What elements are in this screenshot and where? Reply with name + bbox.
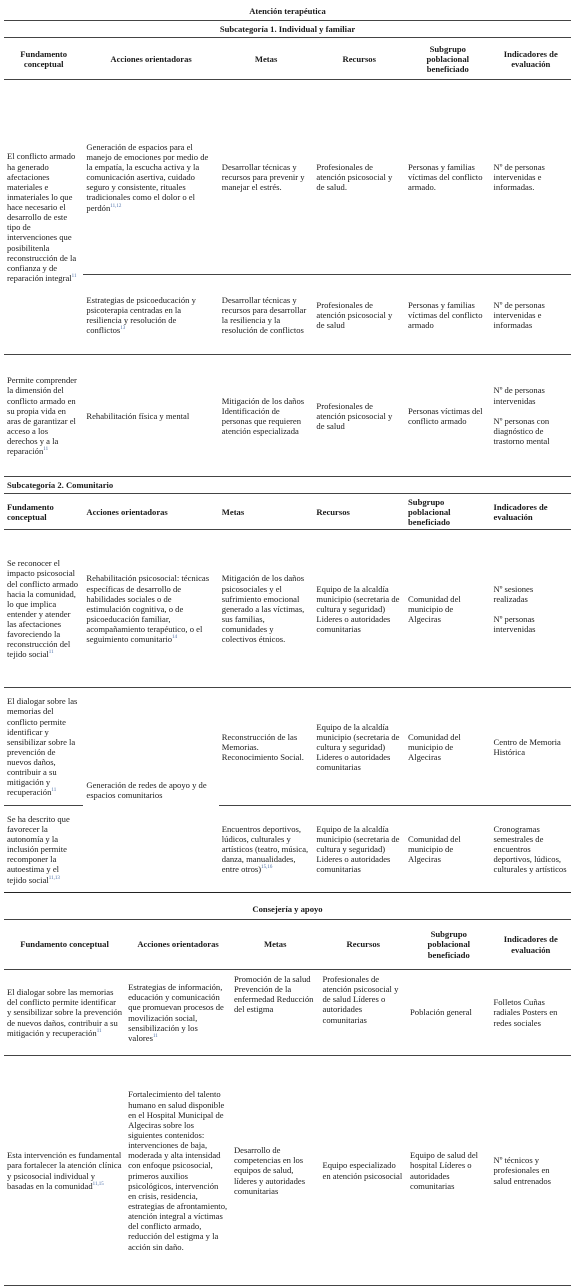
header-cell: Metas [219,494,314,530]
citation: 11,12 [110,203,122,209]
document-page [4,3,571,1286]
cell-indicador: Folletos Cuñas radiales Posters en redes sociales [490,970,571,1056]
cell-text: Encuentros deportivos, lúdicos, culturales y artísticos (teatro, música, danza, manualidades, entre otros) [221,823,309,875]
header-cell: Indicadores de evaluación [503,934,558,955]
cell-recurso: Profesionales de atención psicosocial y de salud Líderes o autoridades comunitarias [320,970,408,1056]
cell-fundamento [4,355,83,477]
cell-subgrupo: Personas y familias víctimas del conflicto armado. [408,162,483,193]
cell-recurso: Profesionales de atención psicosocial y de salud [313,275,405,355]
cell-recurso: Equipo de la alcaldía municipio (secretaria de cultura y seguridad) Lideres o autoridades comunitarias [313,688,405,806]
cell-subgrupo: Equipo de salud del hospital Líderes o autoridades comunitarias [407,1056,490,1286]
table-title: Consejería y apoyo [4,903,571,920]
header-cell: Indicadores de evaluación [491,494,571,530]
cell-text: Estrategias de psicoeducación y psicoterapia centradas en la resiliencia y resolución de conflictos [86,294,196,335]
cell-text: Se ha descrito que favorecer la autonomía y la inclusión permite recomponer la autoestima y el tejido social [7,813,70,885]
cell-meta: Desarrollar técnicas y recursos para prevenir y manejar el estrés. [221,162,305,193]
citation: 11,13 [48,875,60,881]
table-row [4,688,571,806]
header-row [4,494,571,530]
cell-meta [219,806,314,892]
cell-accion: Generación de redes de apoyo y de espacios comunitarios [86,780,207,801]
header-cell: Subgrupo poblacional beneficiado [427,929,471,960]
cell-text: Generación de espacios para el manejo de emociones por medio de la empatía, la escucha activa y la comunicación asertiva, cuidado seguro y consistente, rituales tradicionales como el dolor o el perdón [86,141,209,213]
table-consejeria-apoyo [4,903,571,1286]
cell-recurso: Equipo de la alcaldía municipio (secretaria de cultura y seguridad) Lideres o autoridades comunitarias [313,530,405,688]
citation: 11 [43,447,49,453]
cell-indicador [491,530,571,688]
header-cell: Metas [264,939,287,950]
cell-indicador: Nº técnicos y profesionales en salud entrenados [490,1056,571,1286]
table-title-row [4,3,571,21]
header-cell: Metas [219,38,314,80]
cell-meta: Promoción de la salud Prevención de la enfermedad Reducción del estigma [231,970,320,1056]
cell-accion [83,275,218,355]
subcategory-title: Subcategoría 1. Individual y familiar [4,21,571,38]
cell-text: Se reconocer el impacto psicosocial del conflicto armado hacia la comunidad, lo que implica entender y atender las afectaciones favoreciendo la reconstrucción del tejido social [7,558,79,660]
indicator-line: Nº personas intervenidas [493,613,536,635]
cell-indicador: Cronogramas semestrales de encuentros deportivos, lúdicos, culturales y artísticos [493,823,567,875]
header-cell: Subgrupo poblacional beneficiado [405,38,491,80]
cell-fundamento [4,530,83,688]
cell-recurso: Equipo especializado en atención psicosocial [320,1056,408,1286]
indicator-line: Nº de personas intervenidas [493,385,545,406]
cell-recurso: Equipo de la alcaldía municipio (secretaria de cultura y seguridad) Lideres o autoridades comunitarias [316,823,400,875]
cell-subgrupo: Personas víctimas del conflicto armado [405,355,491,477]
citation: 11 [48,650,54,656]
cell-indicador [491,355,571,477]
citation: 15,16 [261,865,273,871]
table-title: Atención terapéutica [4,3,571,21]
table-row [4,1056,571,1286]
cell-text: Estrategias de información, educación y comunicación que promuevan procesos de movilización social, sensibilización y los valores [128,982,224,1043]
header-row [4,38,571,80]
cell-subgrupo: Población general [407,970,490,1056]
table-row [4,275,571,355]
cell-accion [125,970,231,1056]
cell-subgrupo: Personas y familias víctimas del conflicto armado [405,275,491,355]
header-cell: Subgrupo poblacional beneficiado [405,494,491,530]
header-cell: Recursos [313,494,405,530]
cell-meta: Reconstrucción de las Memorias. Reconocimiento Social. [219,688,314,806]
table-row [4,530,571,688]
citation: 11,15 [92,1181,104,1187]
table-divider [4,892,571,903]
cell-fundamento [4,688,83,806]
cell-fundamento [4,970,125,1056]
header-cell: Fundamento conceptual [20,939,109,950]
header-cell: Fundamento conceptual [4,494,83,530]
subcategory-row [4,477,571,494]
header-row [4,920,571,970]
cell-indicador: Nº de personas intervenidas e informadas [491,275,571,355]
cell-text: Esta intervención es fundamental para fortalecer la atención clínica y psicosocial individual y basadas en la comunidad [7,1150,122,1191]
cell-indicador: Nº de personas intervenidas e informadas. [493,162,545,193]
cell-indicador: Centro de Memoria Histórica [491,688,571,806]
cell-fundamento [4,806,83,892]
cell-accion [83,80,218,275]
header-cell: Recursos [313,38,405,80]
header-cell: Acciones orientadoras [137,939,219,950]
cell-subgrupo: Comunidad del municipio de Algeciras [405,688,491,806]
header-cell: Indicadores de evaluación [491,38,571,80]
cell-fundamento [4,80,83,355]
citation: 11 [71,274,77,280]
citation: 13 [120,326,126,332]
cell-text: Permite comprender la dimensión del conflicto armado en su propia vida en aras de garantizar el acceso a los derechos y a la reparación [7,375,77,457]
cell-meta: Mitigación de los daños psicosociales y el sufrimiento emocional generado a las víctimas, sus familias, comunidades y colectivos étnicos. [219,530,314,688]
cell-subgrupo: Comunidad del municipio de Algeciras [408,833,461,865]
cell-meta: Desarrollo de competencias en los equipos de salud, líderes y autoridades comunitarias [231,1056,320,1286]
header-cell: Fundamento conceptual [4,38,83,80]
cell-text: El dialogar sobre las memorias del conflicto permite identificar y sensibilizar sobre la prevención de nuevos daños, contribuir a su mitigación y recuperación [7,696,78,798]
cell-meta: Mitigación de los daños Identificación de personas que requieren atención especializada [219,355,314,477]
header-cell: Acciones orientadoras [83,38,218,80]
cell-recurso: Profesionales de atención psicosocial y de salud. [316,162,393,193]
header-cell: Acciones orientadoras [83,494,218,530]
table-row [4,80,571,275]
cell-accion: Fortalecimiento del talento humano en salud disponible en el Hospital Municipal de Algeciras sobre los siguientes contenidos: intervenciones de baja, moderada y alta intensidad con enfoque psicosocial, primeros auxilios psicológicos, intervención en crisis, residencia, estrategias de afrontamiento, atención integral a víctimas del conflicto armado, reducción del estigma y la acción sin daño. [125,1056,231,1286]
cell-text: Rehabilitación psicosocial: técnicas específicas de desarrollo de habilidades sociales o de estimulación cognitiva, o de psicoeducación familiar, acompañamiento terapéutico, o el seguimiento comunitario [86,573,210,645]
citation: 11 [51,788,57,794]
cell-fundamento [4,1056,125,1286]
cell-meta: Desarrollar técnicas y recursos para desarrollar la resiliencia y la resolución de conflictos [219,275,314,355]
indicator-line: Nº personas con diagnóstico de trastorno mental [493,415,550,446]
citation: 14 [172,635,178,641]
cell-recurso: Profesionales de atención psicosocial y de salud [313,355,405,477]
indicator-line: Nº sesiones realizadas [493,583,534,604]
table-atencion-terapeutica [4,3,571,892]
cell-text: El dialogar sobre las memorias del conflicto permite identificar y sensibilizar sobre la prevención de nuevos daños, contribuir a su mitigación y recuperación [7,987,123,1038]
table-row [4,355,571,477]
citation: 11 [96,1028,102,1034]
cell-subgrupo: Comunidad del municipio de Algeciras [405,530,491,688]
cell-text: El conflicto armado ha generado afectaciones materiales e inmateriales lo que hace necesario el desarrollo de este tipo de intervenciones que posibilitenla reconstrucción de la confianza y de reparación integral [7,151,77,284]
cell-accion: Rehabilitación física y mental [83,355,218,477]
citation: 11 [152,1033,158,1039]
header-cell: Recursos [346,939,380,950]
table-row [4,970,571,1056]
table-title-row [4,903,571,920]
subcategory-title: Subcategoría 2. Comunitario [4,477,571,494]
cell-accion [83,530,218,688]
subcategory-row [4,21,571,38]
